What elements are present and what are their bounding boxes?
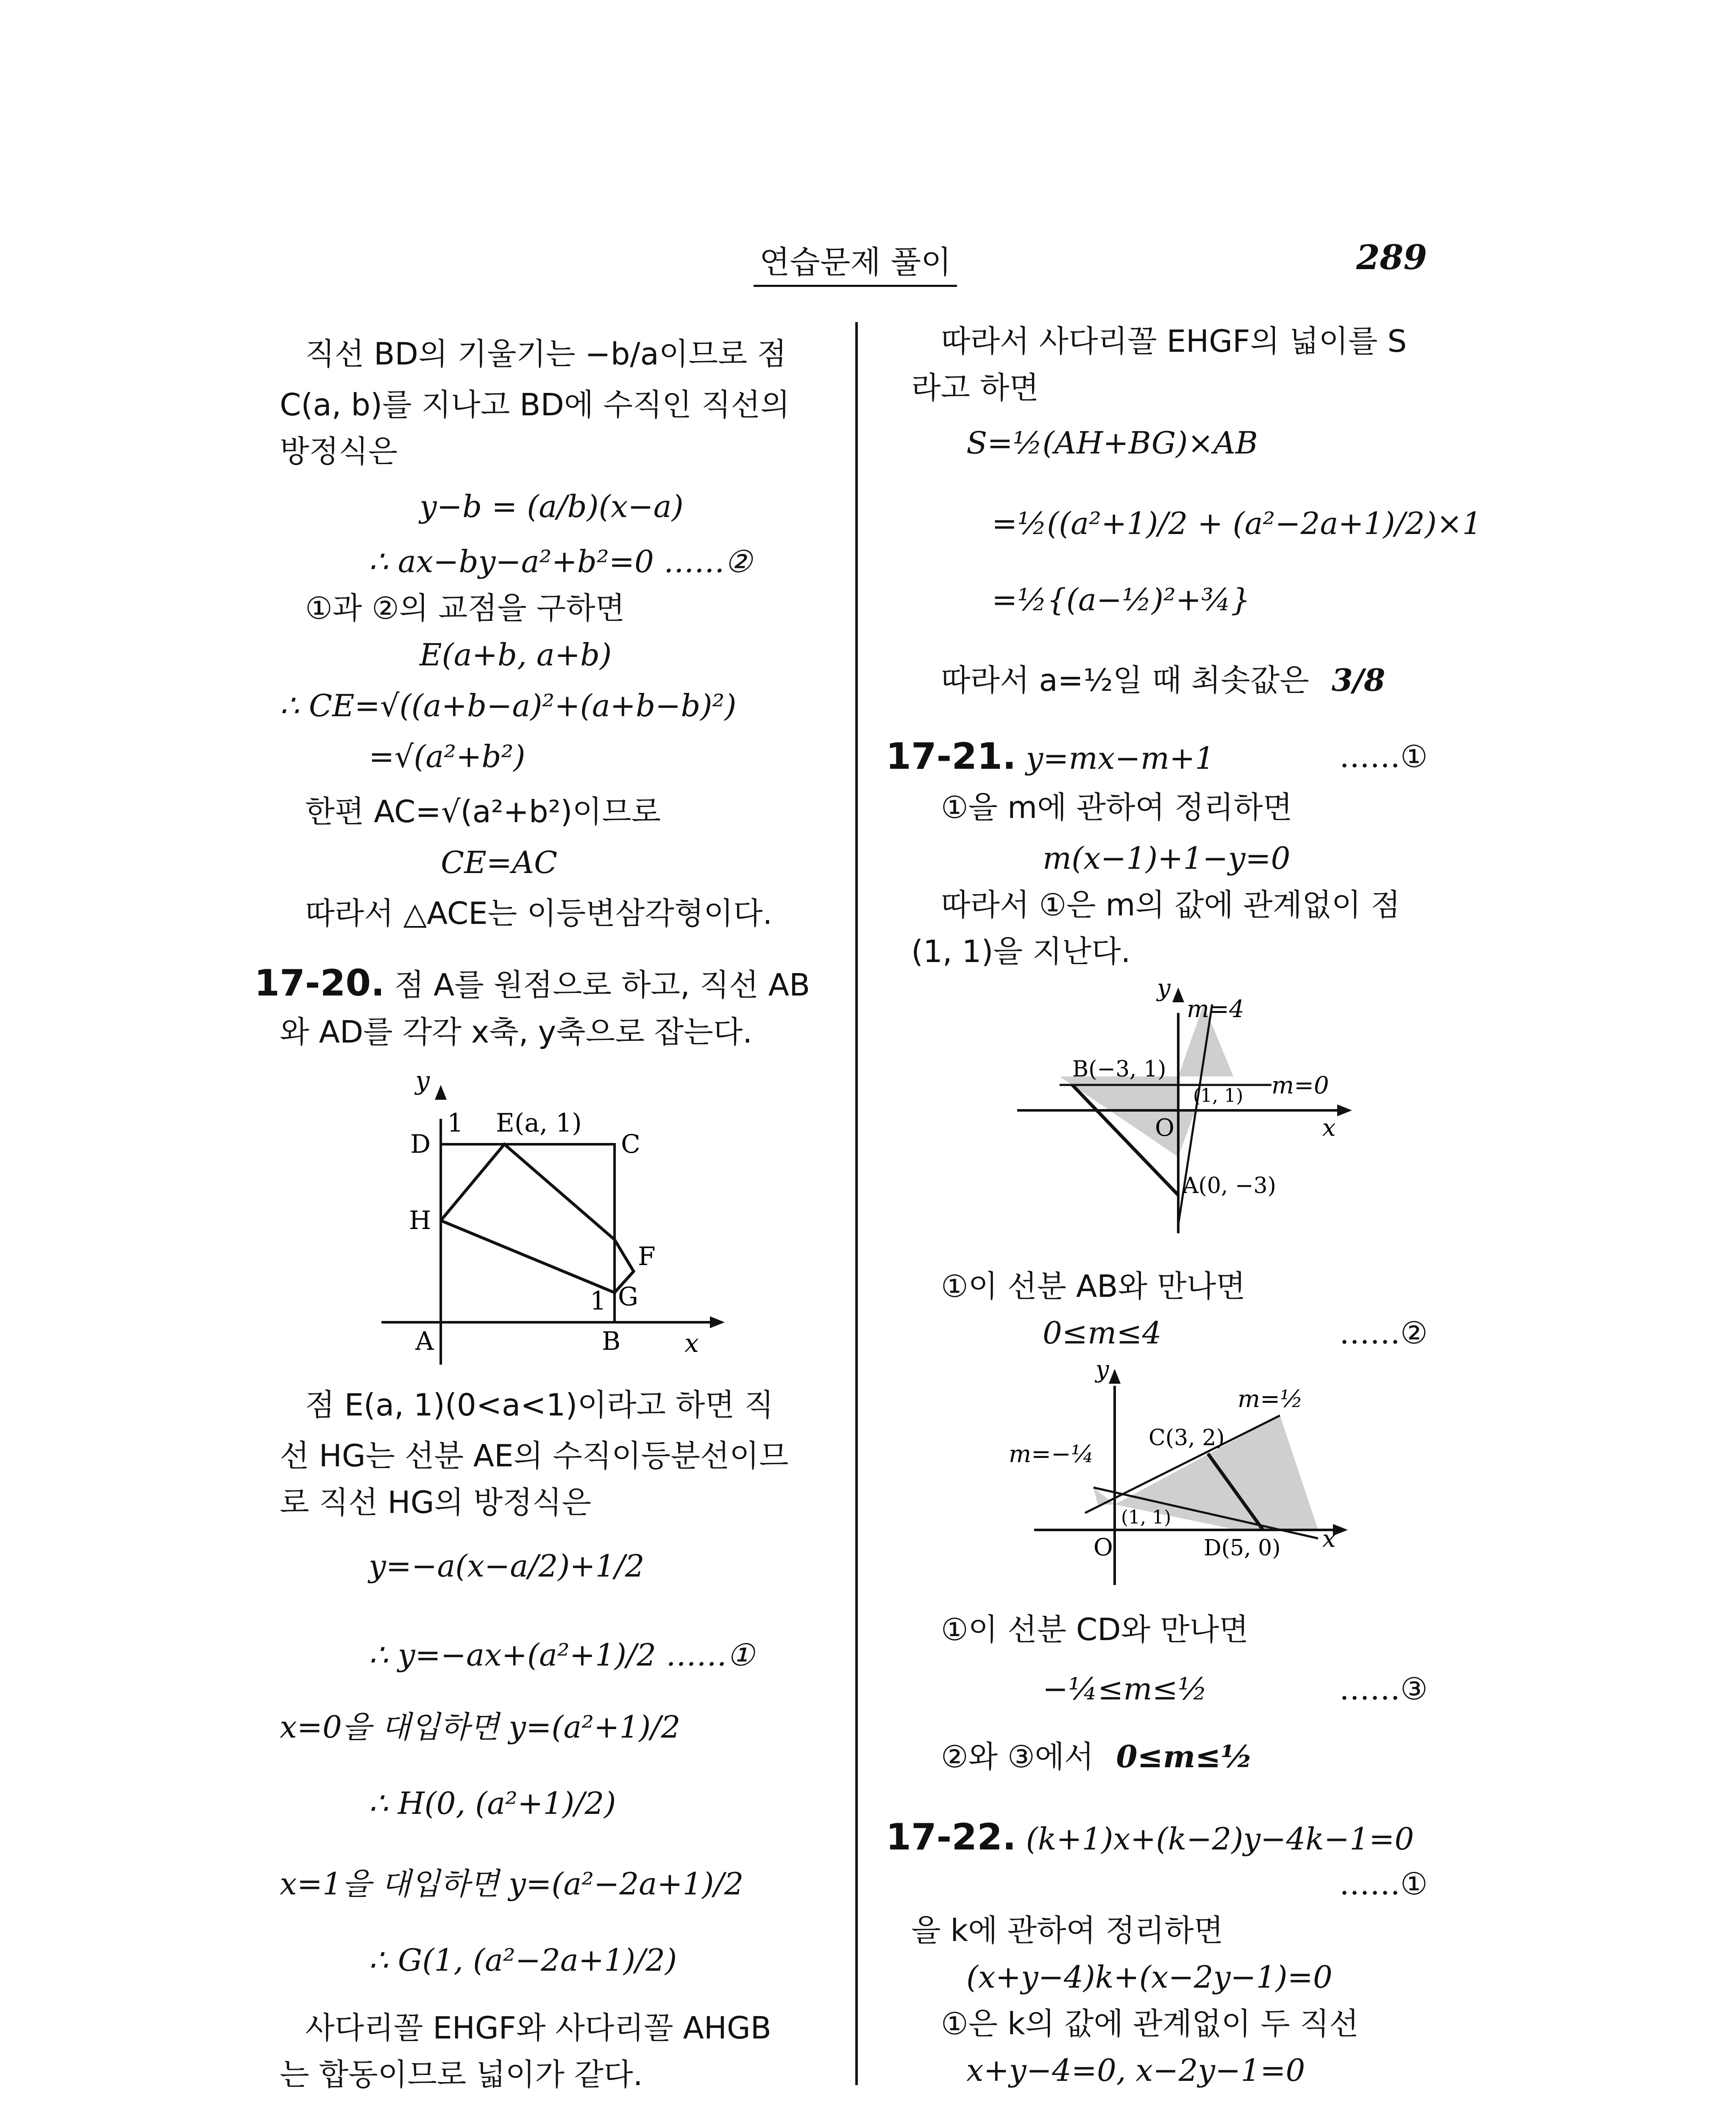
left-line-9: =√(a²+b²) — [369, 739, 526, 774]
fig3-y-label: y — [1096, 1360, 1109, 1383]
right-line-11: ①이 선분 AB와 만나면 — [941, 1268, 1246, 1304]
fig3-D: D(5, 0) — [1204, 1535, 1281, 1561]
fig3-m-half: m=½ — [1238, 1385, 1303, 1413]
fig1-C: C — [621, 1129, 640, 1159]
right-line-4: =½((a²+1)/2 + (a²−2a+1)/2)×1 — [992, 506, 1482, 541]
fig1-B: B — [602, 1326, 621, 1356]
problem-17-22-label: 17-22. — [886, 1816, 1016, 1858]
fig2-O: O — [1155, 1114, 1174, 1142]
right-line-9: 따라서 ①은 m의 값에 관계없이 점 — [941, 887, 1400, 923]
fig1-H: H — [409, 1206, 431, 1235]
left-line-23: 는 합동이므로 넓이가 같다. — [280, 2057, 643, 2092]
fig1-one-top: 1 — [447, 1108, 464, 1138]
problem-17-21-tag: ……① — [1339, 739, 1428, 774]
fig2-A: A(0, −3) — [1182, 1173, 1276, 1199]
right-line-5: =½{(a−½)²+¾} — [992, 582, 1250, 617]
fig1-F: F — [638, 1242, 656, 1271]
fig1-one-b: 1 — [590, 1286, 606, 1316]
left-line-15: 로 직선 HG의 방정식은 — [280, 1485, 592, 1520]
fig3-P: (1, 1) — [1121, 1507, 1171, 1528]
right-line-6-answer: 3/8 — [1331, 662, 1385, 698]
fig3-m-neg: m=−¼ — [1009, 1440, 1094, 1468]
fig1-D: D — [410, 1129, 431, 1159]
right-line-13: ①이 선분 CD와 만나면 — [941, 1612, 1249, 1647]
problem-17-22-heading — [886, 1818, 1414, 1858]
left-line-12: 따라서 △ACE는 이등변삼각형이다. — [305, 895, 773, 931]
problem-17-20-heading — [254, 964, 810, 1004]
right-line-10: (1, 1)을 지난다. — [911, 934, 1131, 969]
left-line-16: y=−a(x−a/2)+1/2 — [369, 1548, 645, 1584]
fig1-x-label: x — [684, 1329, 699, 1358]
page-number: 289 — [1356, 237, 1427, 277]
problem-17-22-eq: (k+1)x+(k−2)y−4k−1=0 — [1026, 1821, 1414, 1857]
problem-17-21-eq: y=mx−m+1 — [1026, 740, 1215, 776]
right-line-12: 0≤m≤4 — [1043, 1315, 1162, 1351]
left-line-2: C(a, b)를 지나고 BD에 수직인 직선의 — [280, 387, 790, 423]
figure-17-21-b — [1009, 1360, 1373, 1598]
fig2-P: (1, 1) — [1193, 1085, 1244, 1107]
right-line-6 — [941, 661, 1385, 699]
right-line-7: ①을 m에 관하여 정리하면 — [941, 790, 1293, 825]
left-line-13: 점 E(a, 1)(0<a<1)이라고 하면 직 — [305, 1387, 774, 1423]
left-line-18: x=0을 대입하면 y=(a²+1)/2 — [280, 1709, 681, 1745]
problem-17-21-heading — [886, 737, 1214, 777]
fig3-x-label: x — [1322, 1525, 1336, 1553]
left-line-6: ①과 ②의 교점을 구하면 — [305, 590, 625, 626]
left-line-8: ∴ CE=√((a+b−a)²+(a+b−b)²) — [280, 688, 737, 723]
left-line-10: 한편 AC=√(a²+b²)이므로 — [305, 794, 661, 829]
fig1-G: G — [618, 1282, 638, 1312]
left-line-21: ∴ G(1, (a²−2a+1)/2) — [369, 1942, 677, 1978]
right-line-14-tag: ……③ — [1339, 1671, 1428, 1707]
right-line-3: S=½(AH+BG)×AB — [966, 425, 1258, 461]
right-line-12-tag: ……② — [1339, 1315, 1428, 1351]
right-line-1: 따라서 사다리꼴 EHGF의 넓이를 S — [941, 323, 1407, 359]
fig2-x-label: x — [1322, 1114, 1336, 1142]
right-line-18: ①은 k의 값에 관계없이 두 직선 — [941, 2006, 1359, 2041]
right-line-6-text: 따라서 a=½일 때 최솟값은 — [941, 662, 1309, 698]
right-line-19: x+y−4=0, x−2y−1=0 — [966, 2052, 1305, 2088]
column-divider — [855, 322, 858, 2085]
left-line-14: 선 HG는 선분 AE의 수직이등분선이므 — [280, 1438, 789, 1474]
right-line-8: m(x−1)+1−y=0 — [1043, 840, 1291, 876]
problem-17-20-line-2: 와 AD를 각각 x축, y축으로 잡는다. — [280, 1014, 753, 1050]
problem-17-22-tag: ……① — [1339, 1866, 1428, 1902]
problem-17-20-line-1: 점 A를 원점으로 하고, 직선 AB — [394, 967, 810, 1003]
header-title: 연습문제 풀이 — [754, 237, 957, 287]
figure-17-21-a — [1009, 979, 1373, 1250]
fig1-A: A — [415, 1326, 434, 1356]
left-line-11: CE=AC — [441, 845, 558, 880]
left-line-7: E(a+b, a+b) — [420, 637, 612, 673]
left-line-3: 방정식은 — [280, 434, 398, 469]
problem-17-20-label: 17-20. — [254, 962, 385, 1004]
right-line-15-answer: 0≤m≤½ — [1116, 1738, 1253, 1774]
right-line-15-text: ②와 ③에서 — [941, 1739, 1094, 1774]
fig1-y-label: y — [415, 1068, 430, 1096]
left-line-5: ∴ ax−by−a²+b²=0 ……② — [369, 544, 752, 579]
left-line-17: ∴ y=−ax+(a²+1)/2 ……① — [369, 1637, 754, 1673]
left-line-20: x=1을 대입하면 y=(a²−2a+1)/2 — [280, 1866, 744, 1902]
figure-17-20 — [373, 1068, 746, 1365]
fig2-m0: m=0 — [1271, 1072, 1329, 1099]
left-line-4: y−b = (a/b)(x−a) — [420, 489, 684, 524]
fig3-C: C(3, 2) — [1149, 1425, 1225, 1451]
right-line-16: 을 k에 관하여 정리하면 — [911, 1913, 1224, 1948]
right-line-17: (x+y−4)k+(x−2y−1)=0 — [966, 1959, 1333, 1995]
right-line-14: −¼≤m≤½ — [1043, 1671, 1207, 1707]
fig1-E: E(a, 1) — [496, 1108, 582, 1138]
right-line-15 — [941, 1738, 1253, 1776]
fig2-y-label: y — [1157, 979, 1171, 1002]
fig2-B: B(−3, 1) — [1072, 1057, 1166, 1082]
left-line-1: 직선 BD의 기울기는 −b/a이므로 점 — [305, 336, 787, 372]
fig3-O: O — [1093, 1534, 1113, 1561]
problem-17-21-label: 17-21. — [886, 735, 1016, 778]
right-line-2: 라고 하면 — [911, 370, 1039, 406]
fig2-m4: m=4 — [1187, 996, 1244, 1023]
left-line-19: ∴ H(0, (a²+1)/2) — [369, 1785, 616, 1821]
left-line-22: 사다리꼴 EHGF와 사다리꼴 AHGB — [305, 2010, 772, 2046]
